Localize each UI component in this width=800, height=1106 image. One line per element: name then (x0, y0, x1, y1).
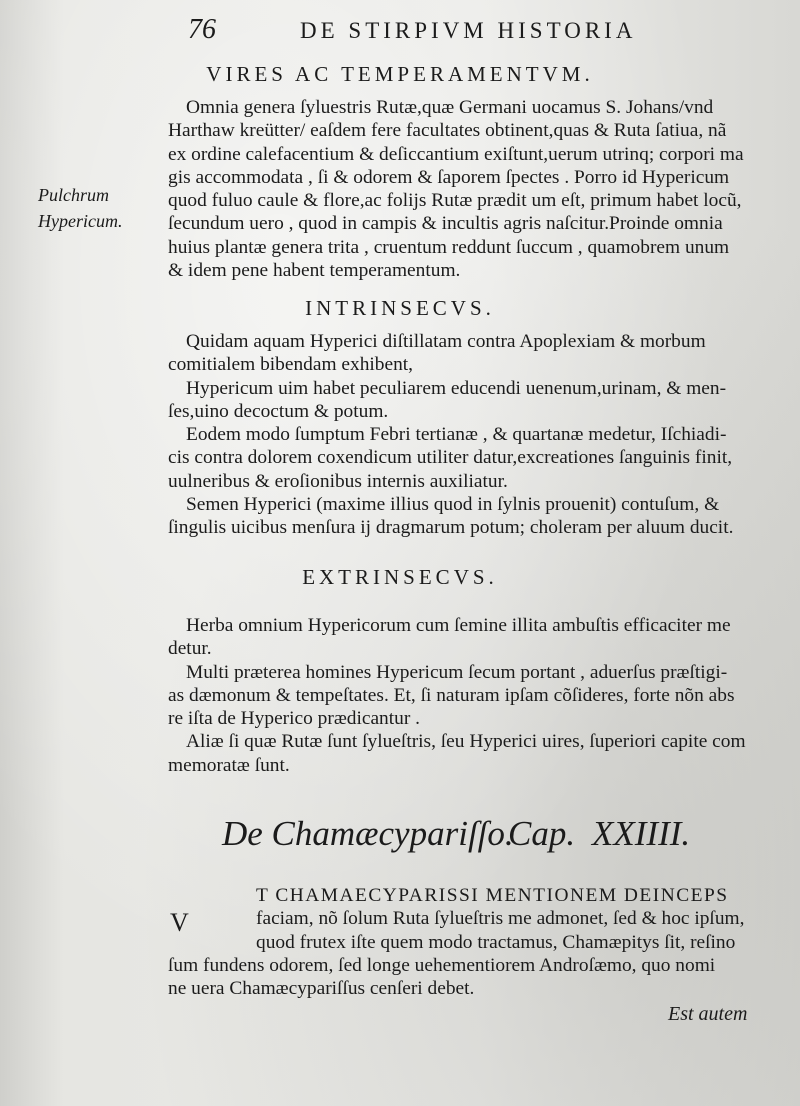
text-line: ex ordine calefacentium & deſiccantium exiſtunt,uerum utrinq; corpori ma (168, 143, 744, 165)
text-line: detur. (168, 638, 212, 660)
text-line: Aliæ ſi quæ Rutæ ſunt ſylueſtris, ſeu Hyperici uires, ſuperiori capite com (186, 731, 746, 753)
chapter-name: De Chamæcypariſſo. (222, 814, 514, 853)
text-line: Eodem modo ſumptum Febri tertianæ , & quartanæ medetur, Iſchiadi- (186, 424, 727, 446)
catchword: Est autem (668, 1003, 748, 1025)
section-heading-intrinsecus: INTRINSECVS. (305, 296, 495, 320)
chapter-number: XXIIII. (592, 814, 691, 853)
text-line: Multi præterea homines Hypericum ſecum portant , aduerſus præſtigi- (186, 661, 728, 683)
paragraph-chamaecyparissus (168, 884, 780, 1000)
text-line: faciam, nõ ſolum Ruta ſylueſtris me admonet, ſed & hoc ipſum, (256, 908, 745, 930)
text-line: Herba omnium Hypericorum cum ſemine illita ambuſtis efficaciter me (186, 615, 731, 636)
text-line: gis accommodata , ſi & odorem & ſaporem ſpectes . Porro id Hypericum (168, 166, 730, 188)
text-line: huius plantæ genera trita , cruentum reddunt ſuccum , quamobrem unum (168, 236, 730, 258)
text-line: quod frutex iſte quem modo tractamus, Chamæpitys ſit, reſino (256, 931, 736, 953)
text-line: cis contra dolorem coxendicum utiliter datur,excreationes ſanguinis finit, (168, 447, 733, 469)
text-line: & idem pene habent temperamentum. (168, 260, 461, 282)
running-head: DE STIRPIVM HISTORIA (300, 18, 637, 43)
text-line: Omnia genera ſyluestris Rutæ,quæ Germani uocamus S. Johans/vnd (186, 97, 714, 118)
text-line: ſecundum uero , quod in campis & incultis agris naſcitur.Proinde omnia (168, 213, 723, 235)
text-line: Harthaw kreütter/ eaſdem fere facultates obtinent,quas & Ruta ſatiua, nã (168, 120, 727, 142)
section-heading-vires: VIRES AC TEMPERAMENTVM. (206, 62, 594, 86)
margin-note-line-1: Pulchrum (38, 185, 109, 205)
text-line: Hypericum uim habet peculiarem educendi uenenum,urinam, & men- (186, 377, 727, 399)
text-line: memoratæ ſunt. (168, 754, 290, 776)
text-line: ne uera Chamæcypariſſus cenſeri debet. (168, 978, 475, 1000)
text-line: as dæmonum & tempeſtates. Et, ſi naturam ipſam cõſideres, forte nõn abs (168, 684, 735, 706)
margin-note (38, 182, 122, 234)
text-line: uulneribus & eroſionibus internis auxiliatur. (168, 470, 508, 492)
section-heading-extrinsecus: EXTRINSECVS. (302, 565, 498, 589)
text-line: Quidam aquam Hyperici diſtillatam contra Apoplexiam & morbum (186, 331, 706, 352)
text-line: re iſta de Hyperico prædicantur . (168, 708, 420, 730)
text-line: Semen Hyperici (maxime illius quod in ſylnis prouenit) contuſum, & (186, 494, 720, 516)
text-line: ſum fundens odorem, ſed longe uehementiorem Androſæmo, quo nomi (168, 954, 716, 976)
chapter-cap-label: Cap. (508, 814, 576, 853)
text-line: ſingulis uicibus menſura ij dragmarum potum; choleram per aluum ducit. (168, 517, 734, 539)
drop-capital: V (170, 908, 189, 937)
chapter-title (222, 814, 691, 854)
text-line: comitialem bibendam exhibent, (168, 354, 414, 376)
paragraph-extrinsecus (168, 614, 780, 777)
margin-note-line-2: Hypericum. (38, 211, 123, 231)
text-line: T CHAMAECYPARISSI MENTIONEM DEINCEPS (256, 885, 729, 906)
text-line: quod fuluo caule & flore,ac folijs Rutæ prædit um eſt, primum habet locũ, (168, 190, 742, 212)
page-number: 76 (188, 14, 216, 45)
paragraph-intrinsecus (168, 330, 780, 540)
text-line: ſes,uino decoctum & potum. (168, 400, 389, 422)
paragraph-vires (168, 96, 780, 282)
